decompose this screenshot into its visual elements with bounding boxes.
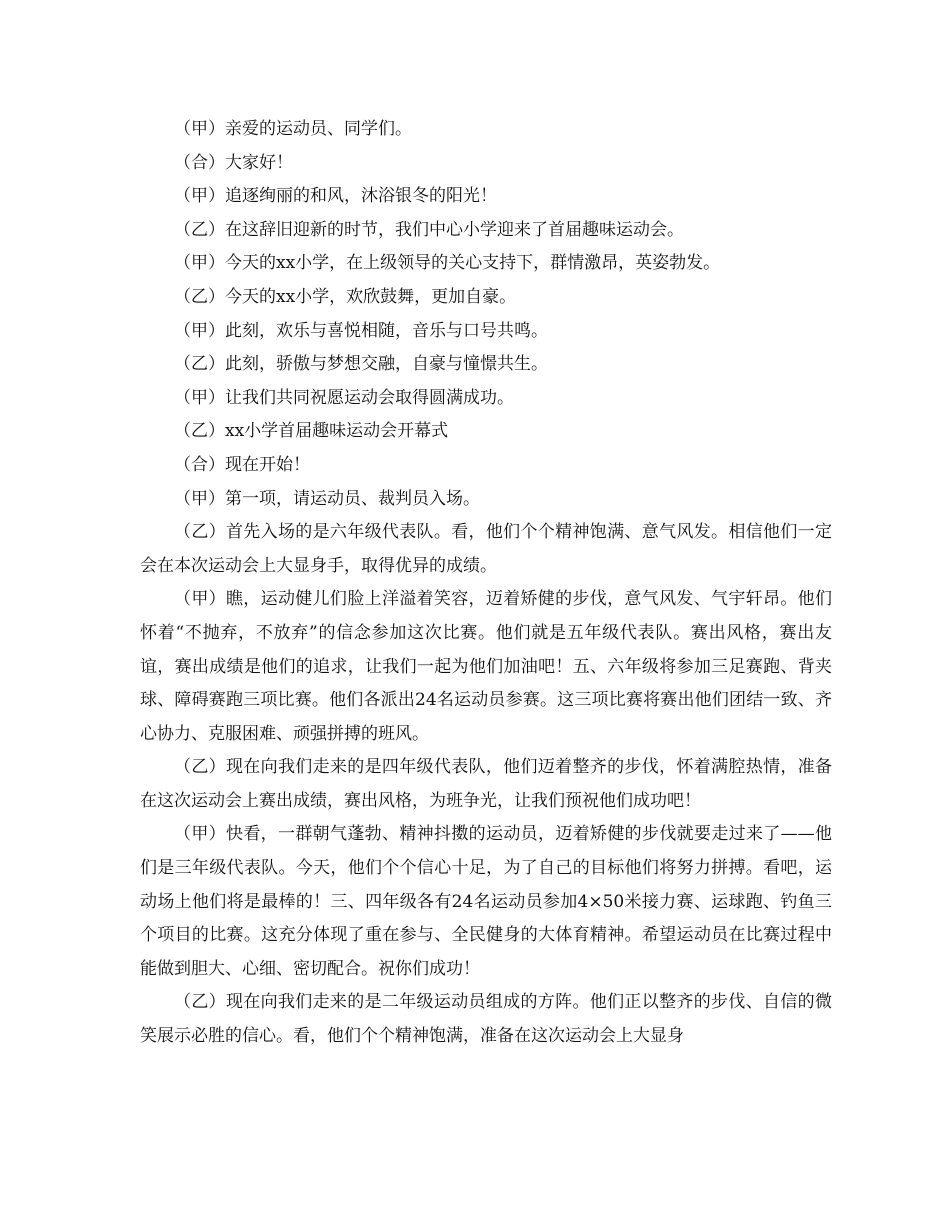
paragraph-10: （乙）xx小学首届趣味运动会开幕式 bbox=[174, 421, 449, 442]
paragraph-13: （乙）首先入场的是六年级代表队。看，他们个个精神饱满、意气风发。相信他们一定会在本次运动会上大显身手，取得优异的成绩。 bbox=[140, 522, 832, 576]
paragraph-9: （甲）让我们共同祝愿运动会取得圆满成功。 bbox=[174, 387, 514, 408]
paragraph-15: （乙）现在向我们走来的是四年级代表队，他们迈着整齐的步伐，怀着满腔热情，准备在这次运动会上赛出成绩，赛出风格，为班争光，让我们预祝他们成功吧！ bbox=[140, 757, 832, 811]
document-body bbox=[140, 113, 832, 1054]
paragraph-12: （甲）第一项，请运动员、裁判员入场。 bbox=[174, 488, 480, 509]
paragraph-3: （甲）追逐绚丽的和风，沐浴银冬的阳光！ bbox=[174, 186, 497, 207]
paragraph-6: （乙）今天的xx小学，欢欣鼓舞，更加自豪。 bbox=[174, 286, 517, 307]
paragraph-5: （甲）今天的xx小学，在上级领导的关心支持下，群情激昂，英姿勃发。 bbox=[174, 253, 721, 274]
paragraph-11: （合）现在开始！ bbox=[174, 454, 310, 475]
paragraph-16: （甲）快看，一群朝气蓬勃、精神抖擞的运动员，迈着矫健的步伐就要走过来了——他们是三年级代表队。今天，他们个个信心十足，为了自己的目标他们将努力拼搏。看吧，运动场上他们将是最棒的！三、四年级各有24名运动员参加4×50米接力赛、运球跑、钓鱼三个项目的比赛。这充分体现了重在参与、全民健身的大体育精神。希望运动员在比赛过程中能做到胆大、心细、密切配合。祝你们成功！ bbox=[140, 824, 832, 979]
paragraph-4: （乙）在这辞旧迎新的时节，我们中心小学迎来了首届趣味运动会。 bbox=[174, 219, 684, 240]
paragraph-14: （甲）瞧，运动健儿们脸上洋溢着笑容，迈着矫健的步伐，意气风发、气宇轩昂。他们怀着“不抛弃，不放弃”的信念参加这次比赛。他们就是五年级代表队。赛出风格，赛出友谊，赛出成绩是他们的追求，让我们一起为他们加油吧！五、六年级将参加三足赛跑、背夹球、障碍赛跑三项比赛。他们各派出24名运动员参赛。这三项比赛将赛出他们团结一致、齐心协力、克服困难、顽强拼搏的班风。 bbox=[140, 589, 832, 744]
paragraph-1: （甲）亲爱的运动员、同学们。 bbox=[174, 119, 412, 139]
paragraph-7: （甲）此刻，欢乐与喜悦相随，音乐与口号共鸣。 bbox=[174, 320, 548, 341]
paragraph-2: （合）大家好！ bbox=[174, 152, 293, 173]
paragraph-17: （乙）现在向我们走来的是二年级运动员组成的方阵。他们正以整齐的步伐、自信的微笑展示必胜的信心。看，他们个个精神饱满，准备在这次运动会上大显身 bbox=[140, 992, 832, 1047]
paragraph-8: （乙）此刻，骄傲与梦想交融，自豪与憧憬共生。 bbox=[174, 354, 548, 375]
